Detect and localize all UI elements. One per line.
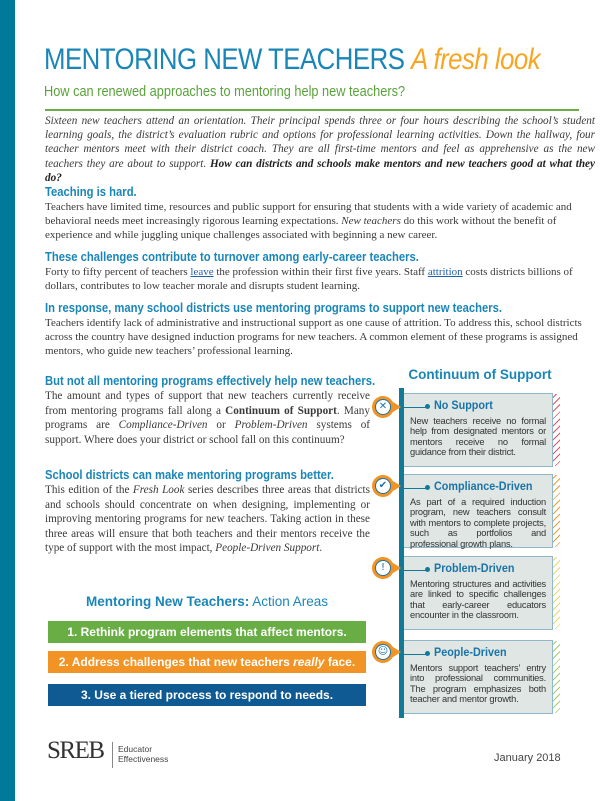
connector-dot <box>425 485 430 490</box>
action-areas-title: Mentoring New Teachers: Action Areas <box>85 594 329 609</box>
section-body: Forty to fifty percent of teachers leave the profession within their first five years. Staff attrition costs districts billions of dollars, contributes to low teacher morale and disrupts student learning. <box>45 266 573 293</box>
connector-line <box>404 488 426 489</box>
section-heading: These challenges contribute to turnover among early-career teachers. <box>45 250 419 264</box>
continuum-level-description: New teachers receive no formal help from designated mentors or mentors receive no formal guidance from their district. <box>410 416 546 458</box>
section-heading: School districts can make mentoring programs better. <box>45 468 334 482</box>
action-area-1: 1. Rethink program elements that affect mentors. <box>48 621 366 643</box>
continuum-title: Continuum of Support <box>408 367 552 382</box>
page-subtitle: How can renewed approaches to mentoring help new teachers? <box>44 84 406 100</box>
section-body: This edition of the Fresh Look series describes three areas that districts and schools should concentrate on when designing, implementing or improving mentoring programs for new teachers. Taking action in these three areas will ensure that both teachers and their mentors receive the type of support with the most impact, People-Driven Support. <box>45 484 371 555</box>
section-make-better <box>45 468 370 556</box>
title-main: MENTORING NEW TEACHERS <box>44 43 405 76</box>
continuum-level-name: Compliance-Driven <box>434 479 533 493</box>
connector-dot <box>425 567 430 572</box>
continuum-level-name: Problem-Driven <box>434 561 515 575</box>
org-name: Educator Effectiveness <box>118 744 169 764</box>
checkmark-icon: ✔ <box>372 475 394 497</box>
action-area-3: 3. Use a tiered process to respond to needs. <box>48 684 366 706</box>
continuum-card-problem-driven <box>404 556 553 630</box>
leave-link[interactable]: leave <box>190 266 214 278</box>
zigzag-edge <box>553 394 560 466</box>
intro-paragraph <box>45 114 595 185</box>
section-body: Teachers have limited time, resources and public support for ensuring that students with a wide variety of academic and behavioral needs meet increasingly rigorous learning expectations. New teachers do this work without the benefit of experience and while juggling unique challenges associated with beginning a new career. <box>45 201 572 242</box>
continuum-card-people-driven <box>404 640 553 714</box>
attrition-link[interactable]: attrition <box>427 266 463 278</box>
continuum-level-description: Mentoring structures and activities are linked to specific challenges that early-career educators encounter in the classroom. <box>410 579 546 621</box>
section-heading: Teaching is hard. <box>45 185 137 199</box>
intro-question: How can districts and schools make mentors and new teachers good at what they do? <box>45 157 595 184</box>
x-icon: ✕ <box>372 396 394 418</box>
logo-divider <box>112 742 113 768</box>
header-divider <box>45 109 579 111</box>
section-mentoring-programs <box>45 301 595 359</box>
section-heading: But not all mentoring programs effectively help new teachers. <box>45 374 376 388</box>
zigzag-edge <box>553 475 560 547</box>
section-heading: In response, many school districts use mentoring programs to support new teachers. <box>45 301 502 315</box>
section-not-all-effective <box>45 374 376 447</box>
section-teaching-is-hard <box>45 185 595 243</box>
connector-dot <box>425 651 430 656</box>
action-area-2: 2. Address challenges that new teachers really face. <box>48 651 366 673</box>
page-title <box>44 44 540 76</box>
left-accent-bar <box>0 0 15 801</box>
section-body: The amount and types of support that new teachers currently receive from mentoring programs fall along a Continuum of Support. Many programs are Compliance-Driven or Problem-Driven systems of support. Where does your district or school fall on this continuum? <box>45 390 371 446</box>
exclamation-icon: ! <box>372 557 394 579</box>
title-accent: A fresh look <box>411 43 541 76</box>
continuum-level-name: No Support <box>434 398 493 412</box>
person-icon: ☺ <box>372 641 394 663</box>
continuum-level-name: People-Driven <box>434 645 507 659</box>
section-body: Teachers identify lack of administrative and instructional support as one cause of attrition. To address this, school districts across the country have designed induction programs for new teachers. A common element of these programs is assigned mentors, who guide new teachers’ professional learning. <box>45 317 582 358</box>
continuum-level-description: As part of a required induction program, new teachers consult with mentors to complete projects, such as portfolios and professional growth plans. <box>410 497 546 549</box>
continuum-level-description: Mentors support teachers’ entry into professional communities. The program emphasizes both teacher and mentor growth. <box>410 663 546 705</box>
sreb-logo: SREB <box>47 737 104 764</box>
zigzag-edge <box>553 641 560 713</box>
publication-date: January 2018 <box>494 752 561 764</box>
connector-line <box>404 407 426 408</box>
intro-text: Sixteen new teachers attend an orientation. Their principal spends three or four hours describing the school’s student learning goals, the district’s evaluation rubric and options for professional learning activities. Down the hallway, four teacher mentors meet with their district coach. They are all first-time mentors and feel as apprehensive as the new teachers they are about to support. <box>45 115 595 170</box>
continuum-card-compliance-driven <box>404 474 553 548</box>
connector-dot <box>425 404 430 409</box>
section-turnover <box>45 250 595 293</box>
connector-line <box>404 570 426 571</box>
continuum-card-no-support <box>404 393 553 467</box>
zigzag-edge <box>553 557 560 629</box>
connector-line <box>404 654 426 655</box>
